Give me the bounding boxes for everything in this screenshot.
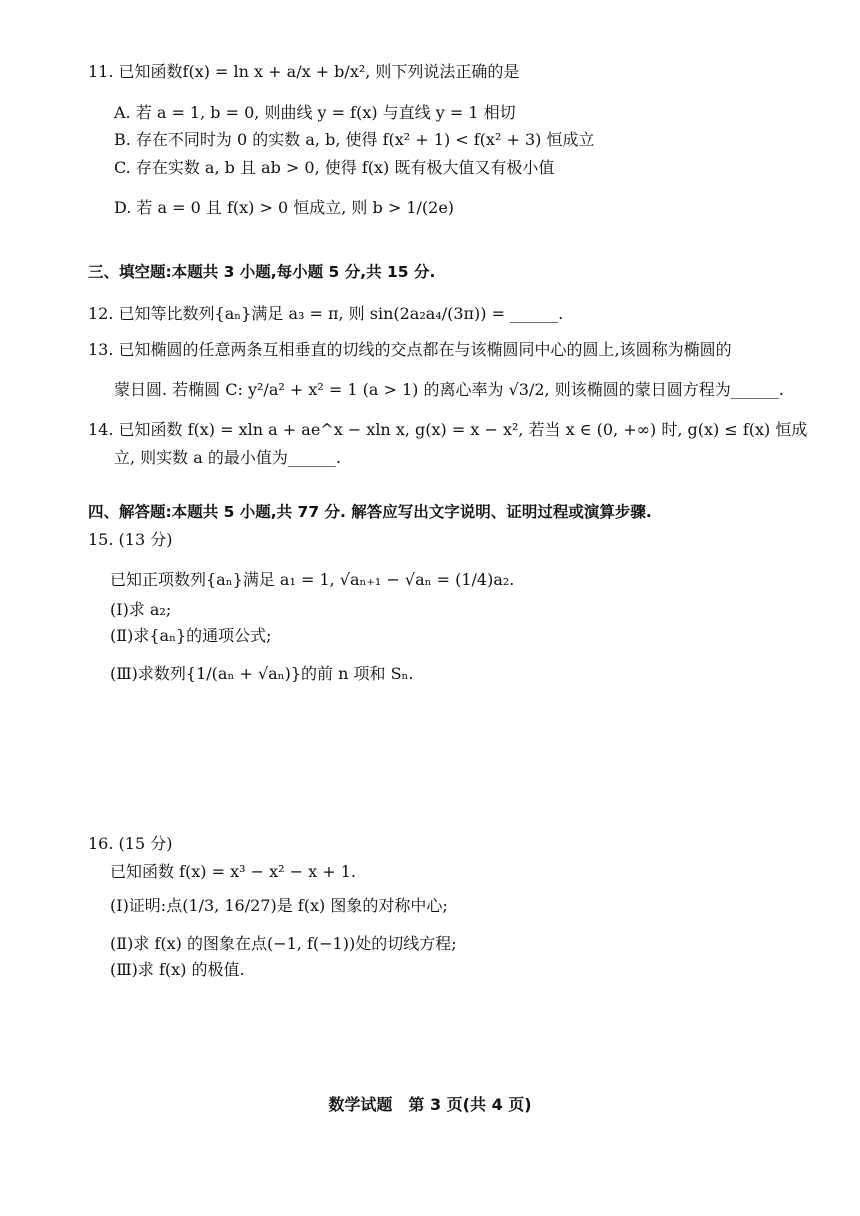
- q16-head: 16. (15 分): [88, 834, 173, 853]
- q16-part2: (Ⅱ)求 f(x) 的图象在点(−1, f(−1))处的切线方程;: [110, 934, 457, 953]
- q15-part2: (Ⅱ)求{aₙ}的通项公式;: [110, 626, 272, 645]
- q11-option-b: B. 存在不同时为 0 的实数 a, b, 使得 f(x² + 1) < f(x² + 3) 恒成立: [114, 130, 595, 149]
- page-footer: 数学试题 第 3 页(共 4 页): [328, 1095, 532, 1114]
- q16-part3: (Ⅲ)求 f(x) 的极值.: [110, 960, 245, 979]
- q14-line1: 14. 已知函数 f(x) = xln a + ae^x − xln x, g(x) = x − x², 若当 x ∈ (0, +∞) 时, g(x) ≤ f(x) 恒成: [88, 420, 808, 439]
- q14-line2: 立, 则实数 a 的最小值为______.: [114, 448, 341, 467]
- q12: 12. 已知等比数列{aₙ}满足 a₃ = π, 则 sin(2a₂a₄/(3π)) = ______.: [88, 304, 564, 323]
- q16-stem: 已知函数 f(x) = x³ − x² − x + 1.: [110, 862, 356, 881]
- q15-stem: 已知正项数列{aₙ}满足 a₁ = 1, √aₙ₊₁ − √aₙ = (1/4)a₂.: [110, 570, 515, 589]
- q11-option-a: A. 若 a = 1, b = 0, 则曲线 y = f(x) 与直线 y = 1 相切: [114, 103, 516, 122]
- q16-part1: (Ⅰ)证明:点(1/3, 16/27)是 f(x) 图象的对称中心;: [110, 896, 448, 915]
- q15-part3: (Ⅲ)求数列{1/(aₙ + √aₙ)}的前 n 项和 Sₙ.: [110, 664, 414, 683]
- q11-option-c: C. 存在实数 a, b 且 ab > 0, 使得 f(x) 既有极大值又有极小值: [114, 158, 555, 177]
- q13-line1: 13. 已知椭圆的任意两条互相垂直的切线的交点都在与该椭圆同中心的圆上,该圆称为椭圆的: [88, 340, 732, 359]
- q15-part1: (Ⅰ)求 a₂;: [110, 600, 172, 619]
- q15-head: 15. (13 分): [88, 530, 173, 549]
- section-fill-in-heading: 三、填空题:本题共 3 小题,每小题 5 分,共 15 分.: [88, 263, 436, 281]
- q13-line2: 蒙日圆. 若椭圆 C: y²/a² + x² = 1 (a > 1) 的离心率为 √3/2, 则该椭圆的蒙日圆方程为______.: [114, 380, 784, 399]
- q11-option-d: D. 若 a = 0 且 f(x) > 0 恒成立, 则 b > 1/(2e): [114, 198, 455, 217]
- q11-stem: 11. 已知函数f(x) = ln x + a/x + b/x², 则下列说法正确的是: [88, 62, 520, 81]
- section-solution-heading: 四、解答题:本题共 5 小题,共 77 分. 解答应写出文字说明、证明过程或演算步骤.: [88, 503, 652, 521]
